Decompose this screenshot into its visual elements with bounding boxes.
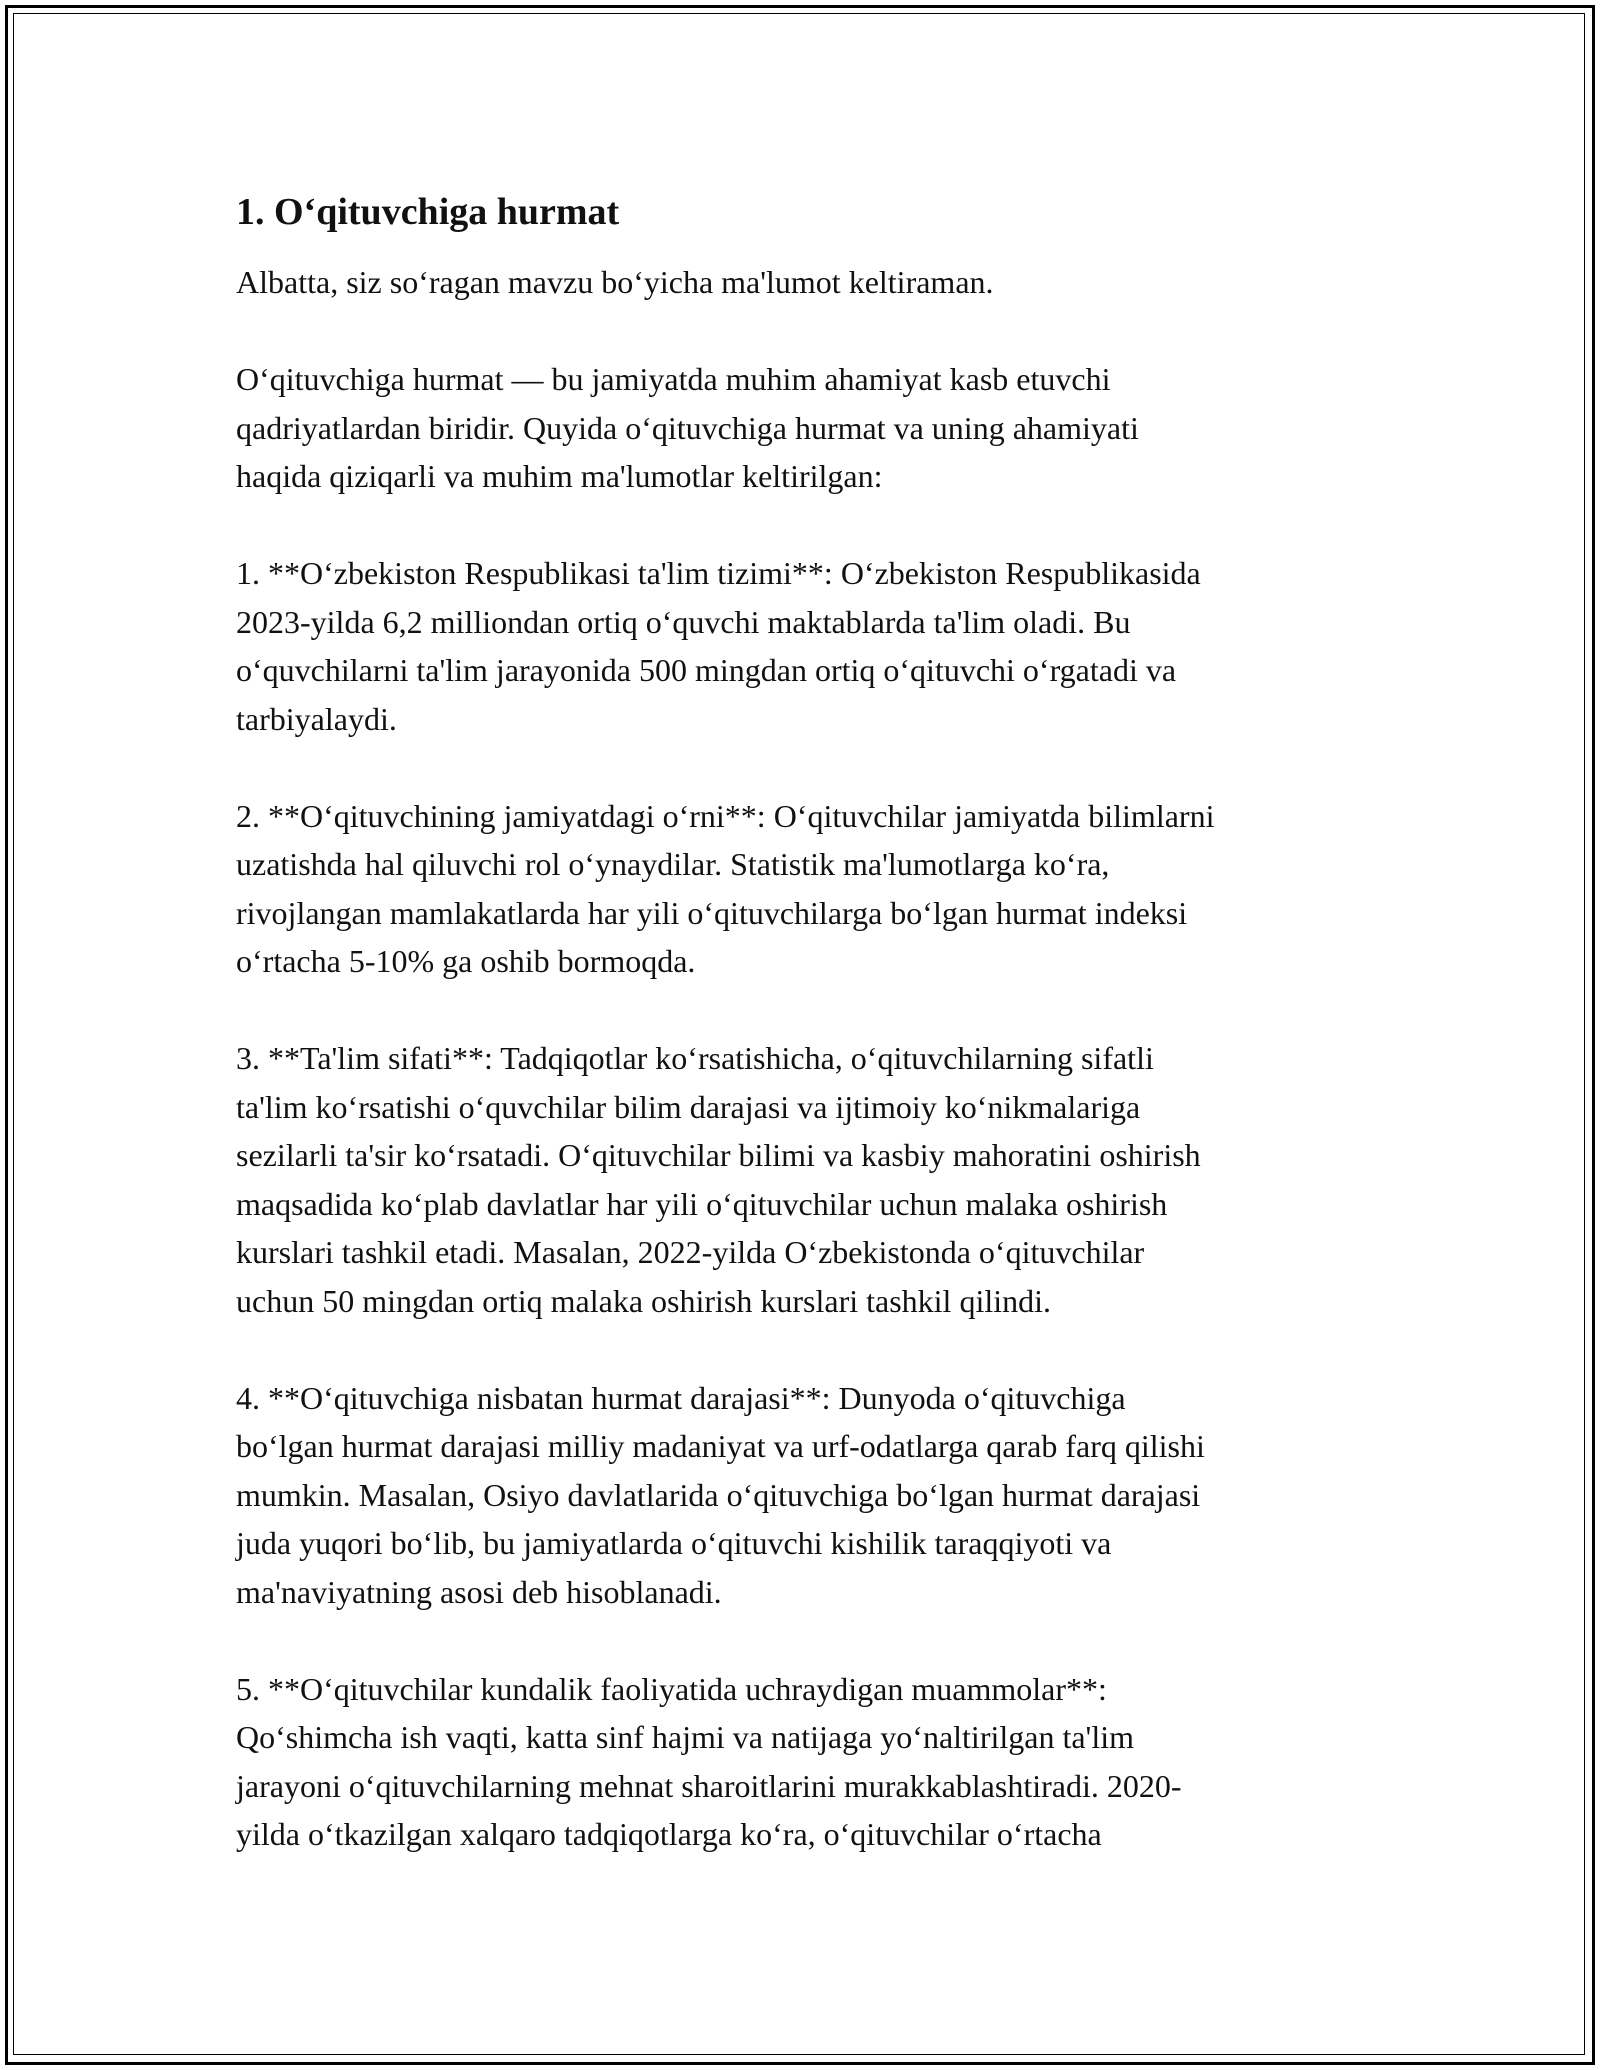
list-item-2: 2. **O‘qituvchining jamiyatdagi o‘rni**: O‘qituvchilar jamiyatda bilimlarni uzatishda hal qiluvchi rol o‘ynaydilar. Statistik ma'lumotlarga ko‘ra, rivojlangan mamlakatlarda har yili o‘qituvchilarga bo‘lgan hurmat indeksi o‘rtacha 5-10% ga oshib bormoqda. <box>236 797 1215 979</box>
overview-paragraph: O‘qituvchiga hurmat — bu jamiyatda muhim ahamiyat kasb etuvchi qadriyatlardan biridir. Quyida o‘qituvchiga hurmat va uning ahamiyati haqida qiziqarli va muhim ma'lumotlar keltirilgan: <box>236 361 1139 494</box>
list-item-1: 1. **O‘zbekiston Respublikasi ta'lim tizimi**: O‘zbekiston Respublikasida 2023-yilda 6,2 milliondan ortiq o‘quvchi maktablarda ta'lim oladi. Bu o‘quvchilarni ta'lim jarayonida 500 mingdan ortiq o‘qituvchi o‘rgatadi va tarbiyalaydi. <box>236 555 1201 737</box>
document-body <box>236 188 1376 1907</box>
list-item-5: 5. **O‘qituvchilar kundalik faoliyatida uchraydigan muammolar**: Qo‘shimcha ish vaqti, katta sinf hajmi va natijaga yo‘naltirilgan ta'lim jarayoni o‘qituvchilarning mehnat sharoitlarini murakkablashtiradi. 2020- yilda o‘tkazilgan xalqaro tadqiqotlarga ko‘ra, o‘qituvchilar o‘rtacha <box>236 1670 1182 1852</box>
list-item-3: 3. **Ta'lim sifati**: Tadqiqotlar ko‘rsatishicha, o‘qituvchilarning sifatli ta'lim ko‘rsatishi o‘quvchilar bilim darajasi va ijtimoiy ko‘nikmalariga sezilarli ta'sir ko‘rsatadi. O‘qituvchilar bilimi va kasbiy mahoratini oshirish maqsadida ko‘plab davlatlar har yili o‘qituvchilar uchun malaka oshirish kurslari tashkil etadi. Masalan, 2022-yilda O‘zbekistonda o‘qituvchilar uchun 50 mingdan ortiq malaka oshirish kurslari tashkil qilindi. <box>236 1040 1201 1319</box>
document-title: 1. O‘qituvchiga hurmat <box>236 191 620 233</box>
list-item-4: 4. **O‘qituvchiga nisbatan hurmat darajasi**: Dunyoda o‘qituvchiga bo‘lgan hurmat darajasi milliy madaniyat va urf-odatlarga qarab farq qilishi mumkin. Masalan, Osiyo davlatlarida o‘qituvchiga bo‘lgan hurmat darajasi juda yuqori bo‘lib, bu jamiyatlarda o‘qituvchi kishilik taraqqiyoti va ma'naviyatning asosi deb hisoblanadi. <box>236 1379 1205 1610</box>
intro-paragraph: Albatta, siz so‘ragan mavzu bo‘yicha ma'lumot keltiraman. <box>236 264 994 300</box>
